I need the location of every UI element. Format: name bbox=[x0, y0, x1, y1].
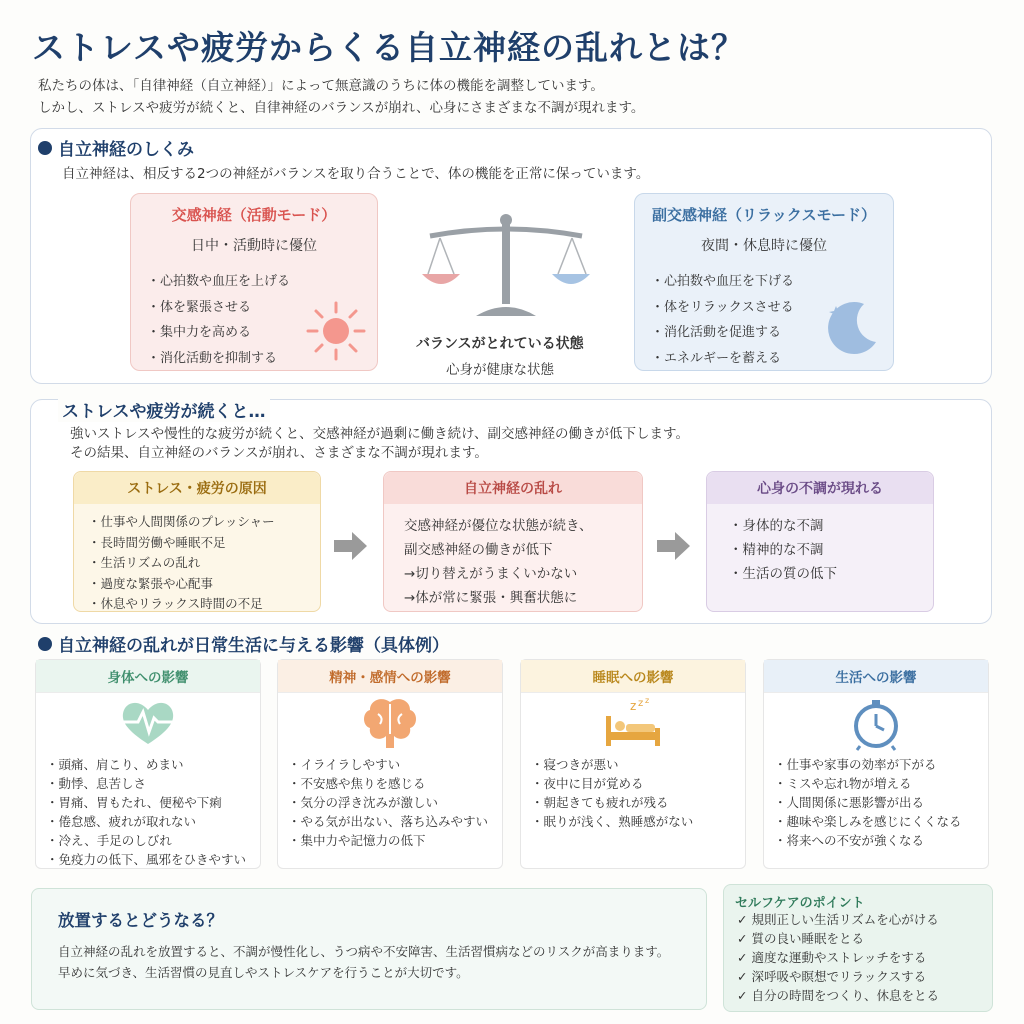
list-item: ✓ 深呼吸や瞑想でリラックスする bbox=[737, 969, 927, 984]
balance-scale-icon bbox=[420, 212, 592, 322]
causes-list bbox=[74, 512, 320, 615]
list-item: ・過度な緊張や心配事 bbox=[88, 575, 214, 591]
arrow-right-icon bbox=[334, 531, 368, 561]
parasympathetic-subtitle: 夜間・休息時に優位 bbox=[701, 238, 827, 254]
neglect-heading: 放置するとどうなる？ bbox=[58, 911, 223, 930]
bullet-dot bbox=[38, 637, 52, 651]
impact-card-life bbox=[763, 659, 989, 869]
list-item: ・夜中に目が覚める bbox=[531, 776, 644, 791]
sympathetic-subtitle: 日中・活動時に優位 bbox=[191, 238, 317, 254]
mechanism-heading bbox=[38, 135, 194, 160]
continuation-line-1: 強いストレスや慢性的な疲労が続くと、交感神経が過剰に働き続け、副交感神経の働きが低下します。 bbox=[70, 426, 689, 442]
list-item: ・ミスや忘れ物が増える bbox=[774, 776, 912, 791]
list-item: ・集中力や記憶力の低下 bbox=[288, 833, 426, 848]
mechanism-heading-text: 自立神経のしくみ bbox=[58, 140, 194, 160]
disorder-box bbox=[383, 471, 643, 612]
list-item: ・倦怠感、疲れが取れない bbox=[46, 814, 197, 829]
list-item: 交感神経が優位な状態が続き、 bbox=[404, 518, 593, 534]
list-item: ・消化活動を促進する bbox=[651, 325, 782, 340]
heart-pulse-icon bbox=[116, 698, 180, 748]
list-item: ・休息やリラックス時間の不足 bbox=[88, 596, 263, 611]
list-item: ✓ 自分の時間をつくり、休息をとる bbox=[737, 988, 939, 1003]
arrow-right-icon bbox=[657, 531, 691, 561]
list-item: ・エネルギーを蓄える bbox=[651, 350, 782, 366]
moon-icon bbox=[820, 298, 882, 360]
neglect-line-2: 早めに気づき、生活習慣の見直しやストレスケアを行うことが大切です。 bbox=[58, 965, 469, 980]
list-item: →体が常に緊張・興奮状態に bbox=[404, 590, 578, 606]
page-title: ストレスや疲労からくる自立神経の乱れとは？ bbox=[32, 28, 746, 67]
list-item: ・頭痛、肩こり、めまい bbox=[46, 757, 184, 772]
disorder-list bbox=[384, 514, 642, 610]
impact-card-list bbox=[521, 755, 703, 831]
list-item: ・趣味や楽しみを感じにくくなる bbox=[774, 814, 962, 829]
continuation-line-2: その結果、自立神経のバランスが崩れ、さまざまな不調が現れます。 bbox=[70, 445, 488, 461]
list-item: ・生活リズムの乱れ bbox=[88, 555, 201, 570]
intro-line-1: 私たちの体は、「自律神経（自立神経）」によって無意識のうちに体の機能を調整しています。 bbox=[38, 78, 604, 94]
list-item: ✓ 質の良い睡眠をとる bbox=[737, 931, 864, 946]
list-item: ・体を緊張させる bbox=[147, 299, 252, 315]
list-item: ・人間関係に悪影響が出る bbox=[774, 795, 925, 810]
impact-card-list bbox=[36, 755, 256, 869]
list-item: →切り替えがうまくいかない bbox=[404, 566, 578, 582]
list-item: ・仕事や人間関係のプレッシャー bbox=[88, 514, 275, 529]
selfcare-heading: セルフケアのポイント bbox=[735, 896, 865, 911]
impacts-heading-text: 自立神経の乱れが日常生活に与える影響（具体例） bbox=[58, 636, 449, 656]
symptoms-title: 心身の不調が現れる bbox=[707, 472, 933, 504]
impact-card-list bbox=[764, 755, 972, 850]
list-item: ・不安感や焦りを感じる bbox=[288, 776, 426, 791]
list-item: ・精神的な不調 bbox=[729, 542, 824, 558]
list-item: ・生活の質の低下 bbox=[729, 566, 837, 582]
impact-card-title: 生活への影響 bbox=[764, 660, 988, 693]
neglect-line-1: 自立神経の乱れを放置すると、不調が慢性化し、うつ病や不安障害、生活習慣病などのリスクが高まります。 bbox=[58, 944, 670, 959]
impact-card-mind bbox=[277, 659, 503, 869]
list-item: ・冷え、手足のしびれ bbox=[46, 833, 172, 848]
list-item: ・胃痛、胃もたれ、便秘や下痢 bbox=[46, 795, 222, 810]
list-item: ・集中力を高める bbox=[147, 325, 252, 340]
list-item: ・消化活動を抑制する bbox=[147, 350, 278, 366]
symptoms-list bbox=[707, 514, 933, 586]
clock-icon bbox=[848, 696, 904, 752]
selfcare-list bbox=[737, 910, 939, 1005]
list-item: 副交感神経の働きが低下 bbox=[404, 542, 553, 558]
list-item: ・仕事や家事の効率が下がる bbox=[774, 757, 937, 772]
list-item: ・将来への不安が強くなる bbox=[774, 833, 925, 848]
list-item: ・イライラしやすい bbox=[288, 757, 401, 772]
list-item: ✓ 規則正しい生活リズムを心がける bbox=[737, 912, 939, 927]
list-item: ・眠りが浅く、熟睡感がない bbox=[531, 814, 694, 829]
disorder-title: 自立神経の乱れ bbox=[384, 472, 642, 504]
mechanism-description: 自立神経は、相反する2つの神経がバランスを取り合うことで、体の機能を正常に保っています。 bbox=[62, 166, 650, 182]
impact-card-body bbox=[35, 659, 261, 869]
brain-icon bbox=[360, 696, 420, 752]
list-item: ・心拍数や血圧を上げる bbox=[147, 274, 291, 289]
causes-box bbox=[73, 471, 321, 612]
list-item: ・体をリラックスさせる bbox=[651, 299, 794, 315]
sympathetic-title: 交感神経（活動モード） bbox=[171, 206, 337, 224]
bullet-dot bbox=[38, 141, 52, 155]
list-item: ・気分の浮き沈みが激しい bbox=[288, 795, 439, 810]
impact-card-title: 精神・感情への影響 bbox=[278, 660, 502, 693]
list-item: ・朝起きても疲れが残る bbox=[531, 795, 669, 810]
list-item: ・長時間労働や睡眠不足 bbox=[88, 534, 226, 550]
list-item: ✓ 適度な運動やストレッチをする bbox=[737, 950, 927, 965]
impact-card-list bbox=[278, 755, 498, 850]
intro-line-2: しかし、ストレスや疲労が続くと、自律神経のバランスが崩れ、心身にさまざまな不調が現れます。 bbox=[38, 100, 645, 116]
parasympathetic-title: 副交感神経（リラックスモード） bbox=[652, 206, 876, 224]
causes-title: ストレス・疲労の原因 bbox=[74, 472, 320, 504]
list-item: ・動悸、息苦しさ bbox=[46, 776, 147, 791]
bed-icon bbox=[600, 696, 666, 750]
balance-label-2: 心身が健康な状態 bbox=[446, 362, 554, 378]
list-item: ・身体的な不調 bbox=[729, 518, 824, 534]
impact-card-title: 身体への影響 bbox=[36, 660, 260, 693]
impact-card-sleep bbox=[520, 659, 746, 869]
impact-card-title: 睡眠への影響 bbox=[521, 660, 745, 693]
list-item: ・免疫力の低下、風邪をひきやすい bbox=[46, 852, 247, 867]
sun-icon bbox=[304, 299, 368, 363]
list-item: ・心拍数や血圧を下げる bbox=[651, 274, 795, 289]
symptoms-box bbox=[706, 471, 934, 612]
svg-text:z: z bbox=[645, 696, 650, 705]
svg-text:z: z bbox=[630, 699, 637, 713]
svg-text:z: z bbox=[638, 698, 644, 709]
balance-label-1: バランスがとれている状態 bbox=[416, 336, 584, 352]
list-item: ・寝つきが悪い bbox=[531, 757, 619, 772]
continuation-heading: ストレスや疲労が続くと… bbox=[58, 397, 270, 422]
impacts-heading bbox=[38, 631, 449, 656]
list-item: ・やる気が出ない、落ち込みやすい bbox=[288, 814, 489, 829]
